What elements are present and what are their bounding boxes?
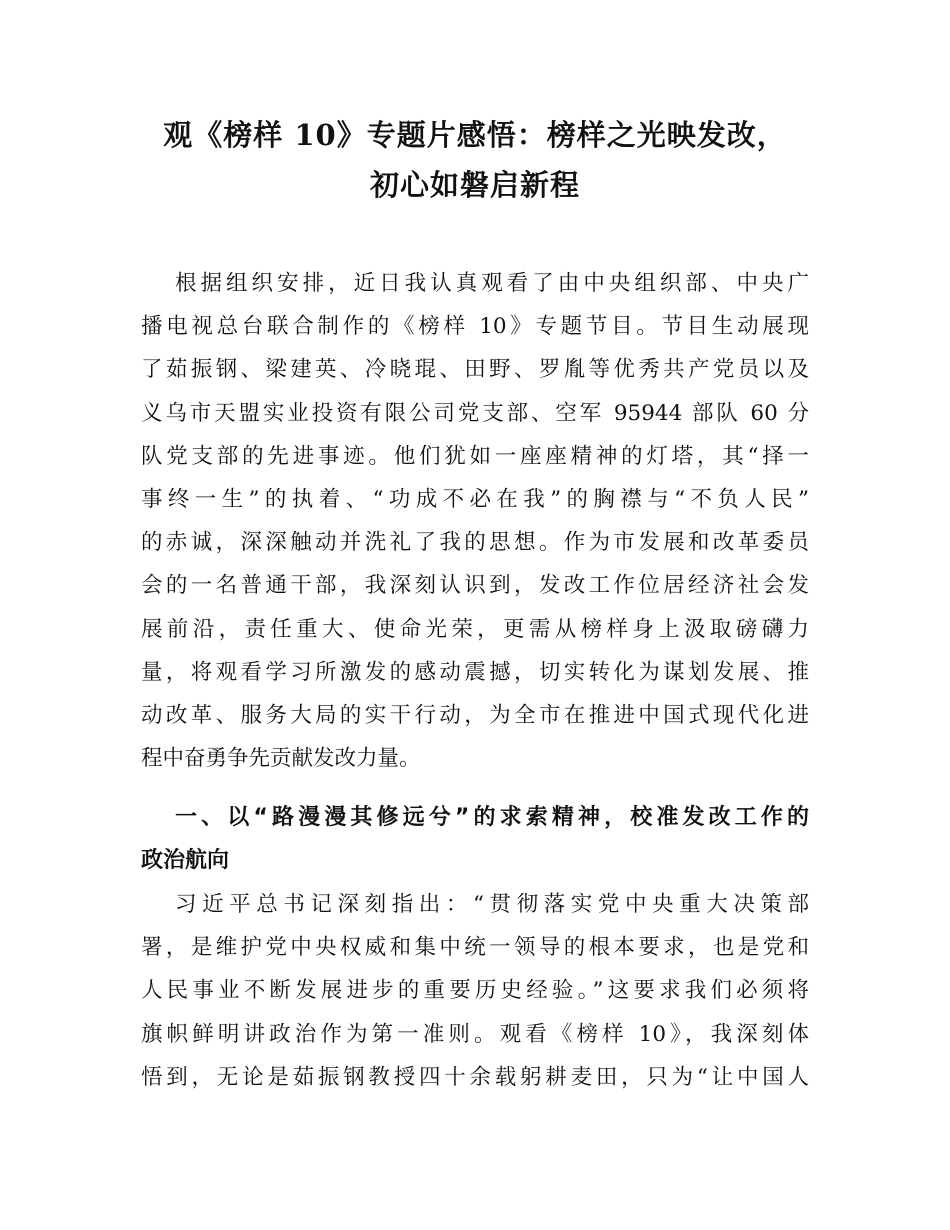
heading-line: 政治航向 [141,848,230,874]
paragraph-2 [141,883,809,1099]
paragraph-line: 队党支部的先进事迹。他们犹如一座座精神的灯塔，其“择一 [141,443,809,469]
paragraph-line: 程中奋勇争先贡献发改力量。 [141,746,421,772]
paragraph-line: 量，将观看学习所激发的感动震撼，切实转化为谋划发展、推 [141,659,809,685]
paragraph-line: 义乌市天盟实业投资有限公司党支部、空军 95944 部队 60 分 [141,400,809,426]
paragraph-line: 旗帜鲜明讲政治作为第一准则。观看《榜样 10》，我深刻体 [141,1021,809,1047]
paragraph-line: 动改革、服务大局的实干行动，为全市在推进中国式现代化进 [141,703,809,729]
document-title [110,110,840,210]
paragraph-1 [141,262,809,780]
paragraph-line: 的赤诚，深深触动并洗礼了我的思想。作为市发展和改革委员 [141,530,809,556]
paragraph-line: 署，是维护党中央权威和集中统一领导的根本要求，也是党和 [141,935,809,961]
paragraph-line: 人民事业不断发展进步的重要历史经验。”这要求我们必须将 [141,978,809,1004]
paragraph-line: 展前沿，责任重大、使命光荣，更需从榜样身上汲取磅礴力 [141,616,809,642]
paragraph-line: 了茹振钢、梁建英、冷晓琨、田野、罗胤等优秀共产党员以及 [141,357,809,383]
title-line-2: 初心如磐启新程 [369,168,580,202]
section-heading-1 [141,796,809,882]
paragraph-line: 根据组织安排，近日我认真观看了由中央组织部、中央广 [175,271,809,296]
paragraph-line: 习近平总书记深刻指出：“贯彻落实党中央重大决策部 [175,892,809,917]
title-line-1: 观《榜样 10》专题片感悟：榜样之光映发改， [163,118,787,152]
heading-line: 一、以“路漫漫其修远兮”的求索精神，校准发改工作的 [175,805,809,830]
paragraph-line: 播电视总台联合制作的《榜样 10》专题节目。节目生动展现 [141,314,809,340]
paragraph-line: 悟到，无论是茹振钢教授四十余载躬耕麦田，只为“让中国人 [141,1064,809,1090]
paragraph-line: 事终一生”的执着、“功成不必在我”的胸襟与“不负人民” [141,487,809,513]
paragraph-line: 会的一名普通干部，我深刻认识到，发改工作位居经济社会发 [141,573,809,599]
